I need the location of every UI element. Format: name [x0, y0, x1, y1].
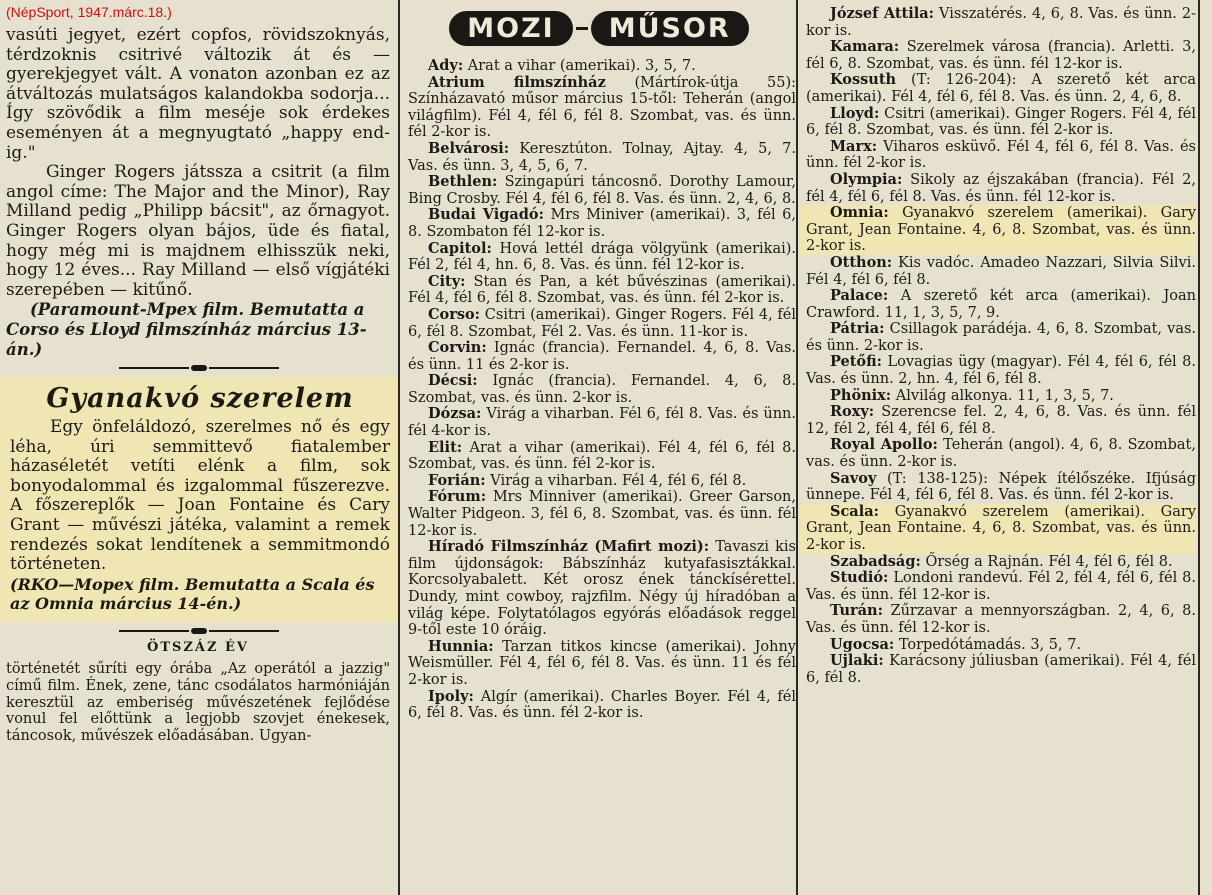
cinema-name: Kamara: [830, 38, 900, 56]
column-rule [796, 0, 798, 895]
source-label: (NépSport, 1947.márc.18.) [6, 4, 172, 20]
cinema-entry [800, 653, 1196, 686]
cinema-program: Virág a viharban. Fél 6, fél 8. Vas. és ünn. fél 4-kor is. [408, 406, 796, 440]
banner-dash [576, 27, 588, 30]
cinema-entry [800, 354, 1196, 387]
cinema-entry [402, 75, 796, 141]
cinema-name: Dózsa: [428, 405, 482, 423]
cinema-entry [800, 172, 1196, 205]
cinema-name: Royal Apollo: [830, 436, 938, 454]
cinema-program: Zűrzavar a mennyországban. 2, 4, 6, 8. Vas. és ünn. fél 12-kor is. [806, 603, 1196, 636]
cinema-program: Szerencse fel. 2, 4, 6, 8. Vas. és ünn. fél 12, fél 2, fél 4, fél 6, fél 8. [806, 404, 1196, 437]
cinema-name: Capitol: [428, 239, 492, 257]
cinema-entry [402, 539, 796, 639]
cinema-list [800, 6, 1196, 686]
cinema-entry [402, 373, 796, 406]
cinema-program: Alvilág alkonya. 11, 1, 3, 5, 7. [895, 387, 1114, 404]
cinema-program: Sikoly az éjszakában (francia). Fél 2, fél 4, fél 6, fél 8. Vas. és ünn. fél 12-kor is. [806, 171, 1196, 205]
cinema-name: Palace: [830, 287, 889, 305]
cinema-entry [800, 255, 1196, 288]
cinema-program: Hová lettél drága völgyünk (amerikai). Fél 2, fél 4, hn. 6, 8. Vas. és ünn. fél 12-kor is. [408, 240, 796, 274]
cinema-name: Corvin: [428, 339, 487, 357]
cinema-program: Algír (amerikai). Charles Boyer. Fél 4, fél 6, fél 8. Vas. és ünn. fél 2-kor is. [408, 688, 796, 722]
cinema-name: Otthon: [830, 253, 893, 271]
cinema-entry [800, 471, 1196, 504]
otszaz-review [0, 640, 398, 745]
banner-left: MOZI [449, 11, 572, 46]
cinema-entry [800, 39, 1196, 72]
cinema-entry [402, 174, 796, 207]
cinema-name: Roxy: [830, 403, 875, 421]
cinema-name: Turán: [830, 602, 883, 620]
cinema-program: Virág a viharban. Fél 4, fél 6, fél 8. [490, 472, 747, 489]
cinema-entry [402, 58, 796, 75]
cinema-list [402, 58, 796, 722]
cinema-name: Olympia: [830, 170, 903, 188]
review-body: történetét sűríti egy órába „Az operától a jazzig" című film. Ének, zene, tánc csodálatos harmóniáján keresztül az emberiség művészetének fejlődése vonul fel előttünk a legjobb szovjet énekesek, táncosok, művészek előadásában. Ugyan- [6, 661, 390, 745]
cinema-entry [402, 207, 796, 240]
cinema-name: Ujlaki: [830, 652, 884, 670]
review-title: Gyanakvó szerelem [46, 383, 354, 415]
cinema-program: Lovagias ügy (magyar). Fél 4, fél 6, fél 8. Vas. és ünn. 2, hn. 4, fél 6, fél 8. [806, 354, 1196, 388]
cinema-name: Ipoly: [428, 687, 474, 705]
cinema-program: Kis vadóc. Amadeo Nazzari, Silvia Silvi. Fél 4, fél 6, fél 8. [806, 254, 1196, 288]
cinema-name: Corso: [428, 305, 481, 323]
cinema-name: Kossuth [830, 71, 897, 89]
cinema-name: Szabadság: [830, 552, 921, 570]
cinema-name: Omnia: [830, 204, 889, 222]
review-body: Egy önfeláldozó, szerelmes nő és egy léha, úri semmittevő fiatalember házaséletét vetíti elénk a film, sok bonyodalommal és izgalommal fűszerezve. A főszereplők — Joan Fontaine és Cary Grant — művészi játéka, valamint a remek rendezés sokat lendítenek a semmitmondó történeten. [10, 417, 390, 575]
review-paragraph: Ginger Rogers játssza a csitrit (a film angol címe: The Major and the Minor), Ray Milland pedig „Philipp bácsit", az őrnagyot. Ginger Rogers olyan bájos, üde és fiatal, hogy még mi is majdnem elhisszük neki, hogy 12 éves... Ray Milland — első vígjátéki szerepében — kitűnő. [6, 162, 390, 300]
cinema-name: Budai Vigadó: [428, 206, 544, 224]
section-divider [0, 365, 398, 371]
cinema-name: József Attila: [830, 5, 934, 22]
cinema-entry [800, 106, 1196, 139]
program-column [402, 0, 796, 895]
column-rule [398, 0, 400, 895]
cinema-entry [800, 570, 1196, 603]
cinema-entry [800, 288, 1196, 321]
cinema-name: Ady: [428, 57, 464, 74]
cinema-entry [402, 639, 796, 689]
cinema-name: Studió: [830, 569, 889, 587]
cinema-name: Hunnia: [428, 637, 494, 655]
cinema-entry [402, 340, 796, 373]
cinema-entry [800, 504, 1196, 554]
cinema-entry [402, 141, 796, 174]
cinema-name: Fórum: [428, 488, 487, 506]
cinema-entry [402, 689, 796, 722]
cinema-program: Gyanakvó szerelem (amerikai). Gary Grant, Jean Fontaine. 4, 6, 8. Szombat, vas. és ünn. 2-kor is. [806, 205, 1196, 255]
program-column [800, 0, 1196, 895]
cinema-entry [402, 307, 796, 340]
cinema-program: Csitri (amerikai). Ginger Rogers. Fél 4, fél 6, fél 8. Szombat, Fél 2. Vas. és ünn. 11-kor is. [408, 306, 796, 340]
cinema-program: A szerető két arca (amerikai). Joan Crawford. 11, 1, 3, 5, 7, 9. [806, 288, 1196, 321]
cinema-entry [800, 6, 1196, 39]
cinema-name: Elit: [428, 438, 463, 456]
cinema-program: Ignác (francia). Fernandel. 4, 6, 8. Szombat, vas. és ünn. 2-kor is. [408, 373, 796, 406]
cinema-entry [800, 205, 1196, 255]
cinema-entry [402, 489, 796, 539]
cinema-entry [800, 437, 1196, 470]
cinema-program: Visszatérés. 4, 6, 8. Vas. és ünn. 2-kor is. [806, 6, 1196, 39]
section-divider [0, 628, 398, 634]
cinema-entry [800, 637, 1196, 654]
cinema-name: Savoy [830, 469, 877, 487]
banner-right: MŰSOR [591, 11, 749, 46]
cinema-name: Phönix: [830, 386, 892, 404]
cinema-name: Híradó Filmszínház (Mafirt mozi): [428, 538, 710, 556]
cinema-program: Tarzan titkos kincse (amerikai). Johny Weismüller. Fél 4, fél 6, fél 8. Vas. és ünn. 11 és fél 2-kor is. [408, 638, 796, 688]
cinema-entry [402, 274, 796, 307]
cinema-program: (T: 138-125): Népek ítélőszéke. Ifjúság ünnepe. Fél 4, fél 6, fél 8. Vas. és ünn. fél 2-kor is. [806, 470, 1196, 504]
cinema-name: Petőfi: [830, 353, 883, 371]
cinema-program: (Mártírok-útja 55): Színházavató műsor március 15-től: Teherán (angol világfilm). Fél 4, fél 6, fél 8. Szombat, vas. és ünn. fél 2-kor is. [408, 74, 796, 141]
film-credit: (RKO—Mopex film. Bemutatta a Scala és az Omnia március 14-én.) [10, 574, 375, 614]
cinema-entry [800, 139, 1196, 172]
cinema-program: Keresztúton. Tolnay, Ajtay. 4, 5, 7. Vas. és ünn. 3, 4, 5, 6, 7. [408, 140, 796, 174]
cinema-program: Csitri (amerikai). Ginger Rogers. Fél 4, fél 6, fél 8. Szombat, vas. és ünn. fél 2-kor is. [806, 105, 1196, 139]
cinema-name: Lloyd: [830, 104, 880, 122]
cinema-entry [402, 440, 796, 473]
cinema-program: Ignác (francia). Fernandel. 4, 6, 8. Vas. és ünn. 11 és 2-kor is. [408, 340, 796, 373]
review-paragraph: vasúti jegyet, ezért copfos, rövidszoknyás, térdzoknis csitrivé változik át és — gyerekjegyet vált. A vonaton azonban ez az átváltozás mulatságos kalandokba sodorja... Így szövődik a film meséje sok érdekes eseményen át a megnyugtató „happy end-ig." [6, 25, 390, 163]
cinema-name: Bethlen: [428, 173, 498, 191]
cinema-program: Csillagok parádéja. 4, 6, 8. Szombat, vas. és ünn. 2-kor is. [806, 321, 1196, 354]
cinema-program: Arat a vihar (amerikai). 3, 5, 7. [467, 58, 696, 74]
cinema-program: Londoni randevú. Fél 2, fél 4, fél 6, fél 8. Vas. és ünn. fél 12-kor is. [806, 570, 1196, 603]
cinema-program: (T: 126-204): A szerető két arca (amerikai). Fél 4, fél 6, fél 8. Vas. és ünn. 2, 4, 6, 8. [806, 72, 1196, 105]
cinema-name: Forián: [428, 471, 486, 489]
cinema-entry [800, 554, 1196, 571]
gyanakvo-review [0, 377, 398, 622]
cinema-program: Karácsony júliusban (amerikai). Fél 4, fél 6, fél 8. [806, 653, 1196, 686]
cinema-name: Marx: [830, 137, 878, 155]
cinema-program: Mrs Minniver (amerikai). Greer Garson, Walter Pidgeon. 3, fél 6, 8. Szombat, vas. és ünn. fél 12-kor is. [408, 489, 796, 539]
column-rule [1198, 0, 1200, 895]
cinema-program: Stan és Pan, a két bűvészinas (amerikai). Fél 4, fél 6, fél 8. Szombat, vas. és ünn. fél 2-kor is. [408, 273, 796, 307]
mozi-musor-banner [402, 6, 796, 50]
review-column [0, 0, 398, 895]
cinema-name: Atrium filmszínház [428, 73, 606, 91]
cinema-entry [800, 72, 1196, 105]
cinema-program: Teherán (angol). 4, 6, 8. Szombat, vas. és ünn. 2-kor is. [806, 437, 1196, 471]
cinema-name: Scala: [830, 502, 879, 520]
cinema-program: Viharos esküvő. Fél 4, fél 6, fél 8. Vas. és ünn. fél 2-kor is. [806, 138, 1196, 172]
review-title: ÖTSZÁZ ÉV [147, 640, 249, 656]
cinema-entry [800, 321, 1196, 354]
cinema-program: Szingapúri táncosnő. Dorothy Lamour, Bing Crosby. Fél 4, fél 6, fél 8. Vas. és ünn. 2, 4, 6, 8. [408, 174, 796, 207]
cinema-name: Décsi: [428, 372, 478, 390]
cinema-program: Gyanakvó szerelem (amerikai). Gary Grant, Jean Fontaine. 4, 6, 8. Szombat, vas. és ünn. 2-kor is. [806, 503, 1196, 553]
cinema-name: City: [428, 272, 466, 290]
cinema-name: Ugocsa: [830, 635, 895, 653]
cinema-entry [800, 404, 1196, 437]
cinema-entry [800, 388, 1196, 405]
cinema-program: Arat a vihar (amerikai). Fél 4, fél 6, fél 8. Szombat, vas. és ünn. fél 2-kor is. [408, 439, 796, 473]
cinema-entry [402, 473, 796, 490]
cinema-program: Tavaszi kis film újdonságok: Bábszínház kutyafasisztákkal. Korcsolyabalett. Két orosz ének tánckísérettel. Dundy, mint cowboy, rajzfilm. Négy új híradóban a világ képe. Folytatólagos egyórás előadások reggel 9-től este 10 óráig. [408, 539, 796, 639]
cinema-program: Mrs Miniver (amerikai). 3, fél 6, 8. Szombaton fél 12-kor is. [408, 207, 796, 240]
cinema-name: Pátria: [830, 320, 885, 338]
cinema-entry [402, 406, 796, 439]
film-credit: (Paramount-Mpex film. Bemutatta a Corso és Lloyd filmszínház március 13-án.) [6, 300, 367, 359]
cinema-name: Belvárosi: [428, 139, 510, 157]
cinema-entry [402, 241, 796, 274]
cinema-program: Őrség a Rajnán. Fél 4, fél 6, fél 8. [925, 553, 1173, 570]
cinema-program: Szerelmek városa (francia). Arletti. 3, fél 6, 8. Szombat, vas. és ünn. fél 12-kor is. [806, 39, 1196, 72]
cinema-entry [800, 603, 1196, 636]
cinema-program: Torpedótámadás. 3, 5, 7. [898, 636, 1082, 653]
